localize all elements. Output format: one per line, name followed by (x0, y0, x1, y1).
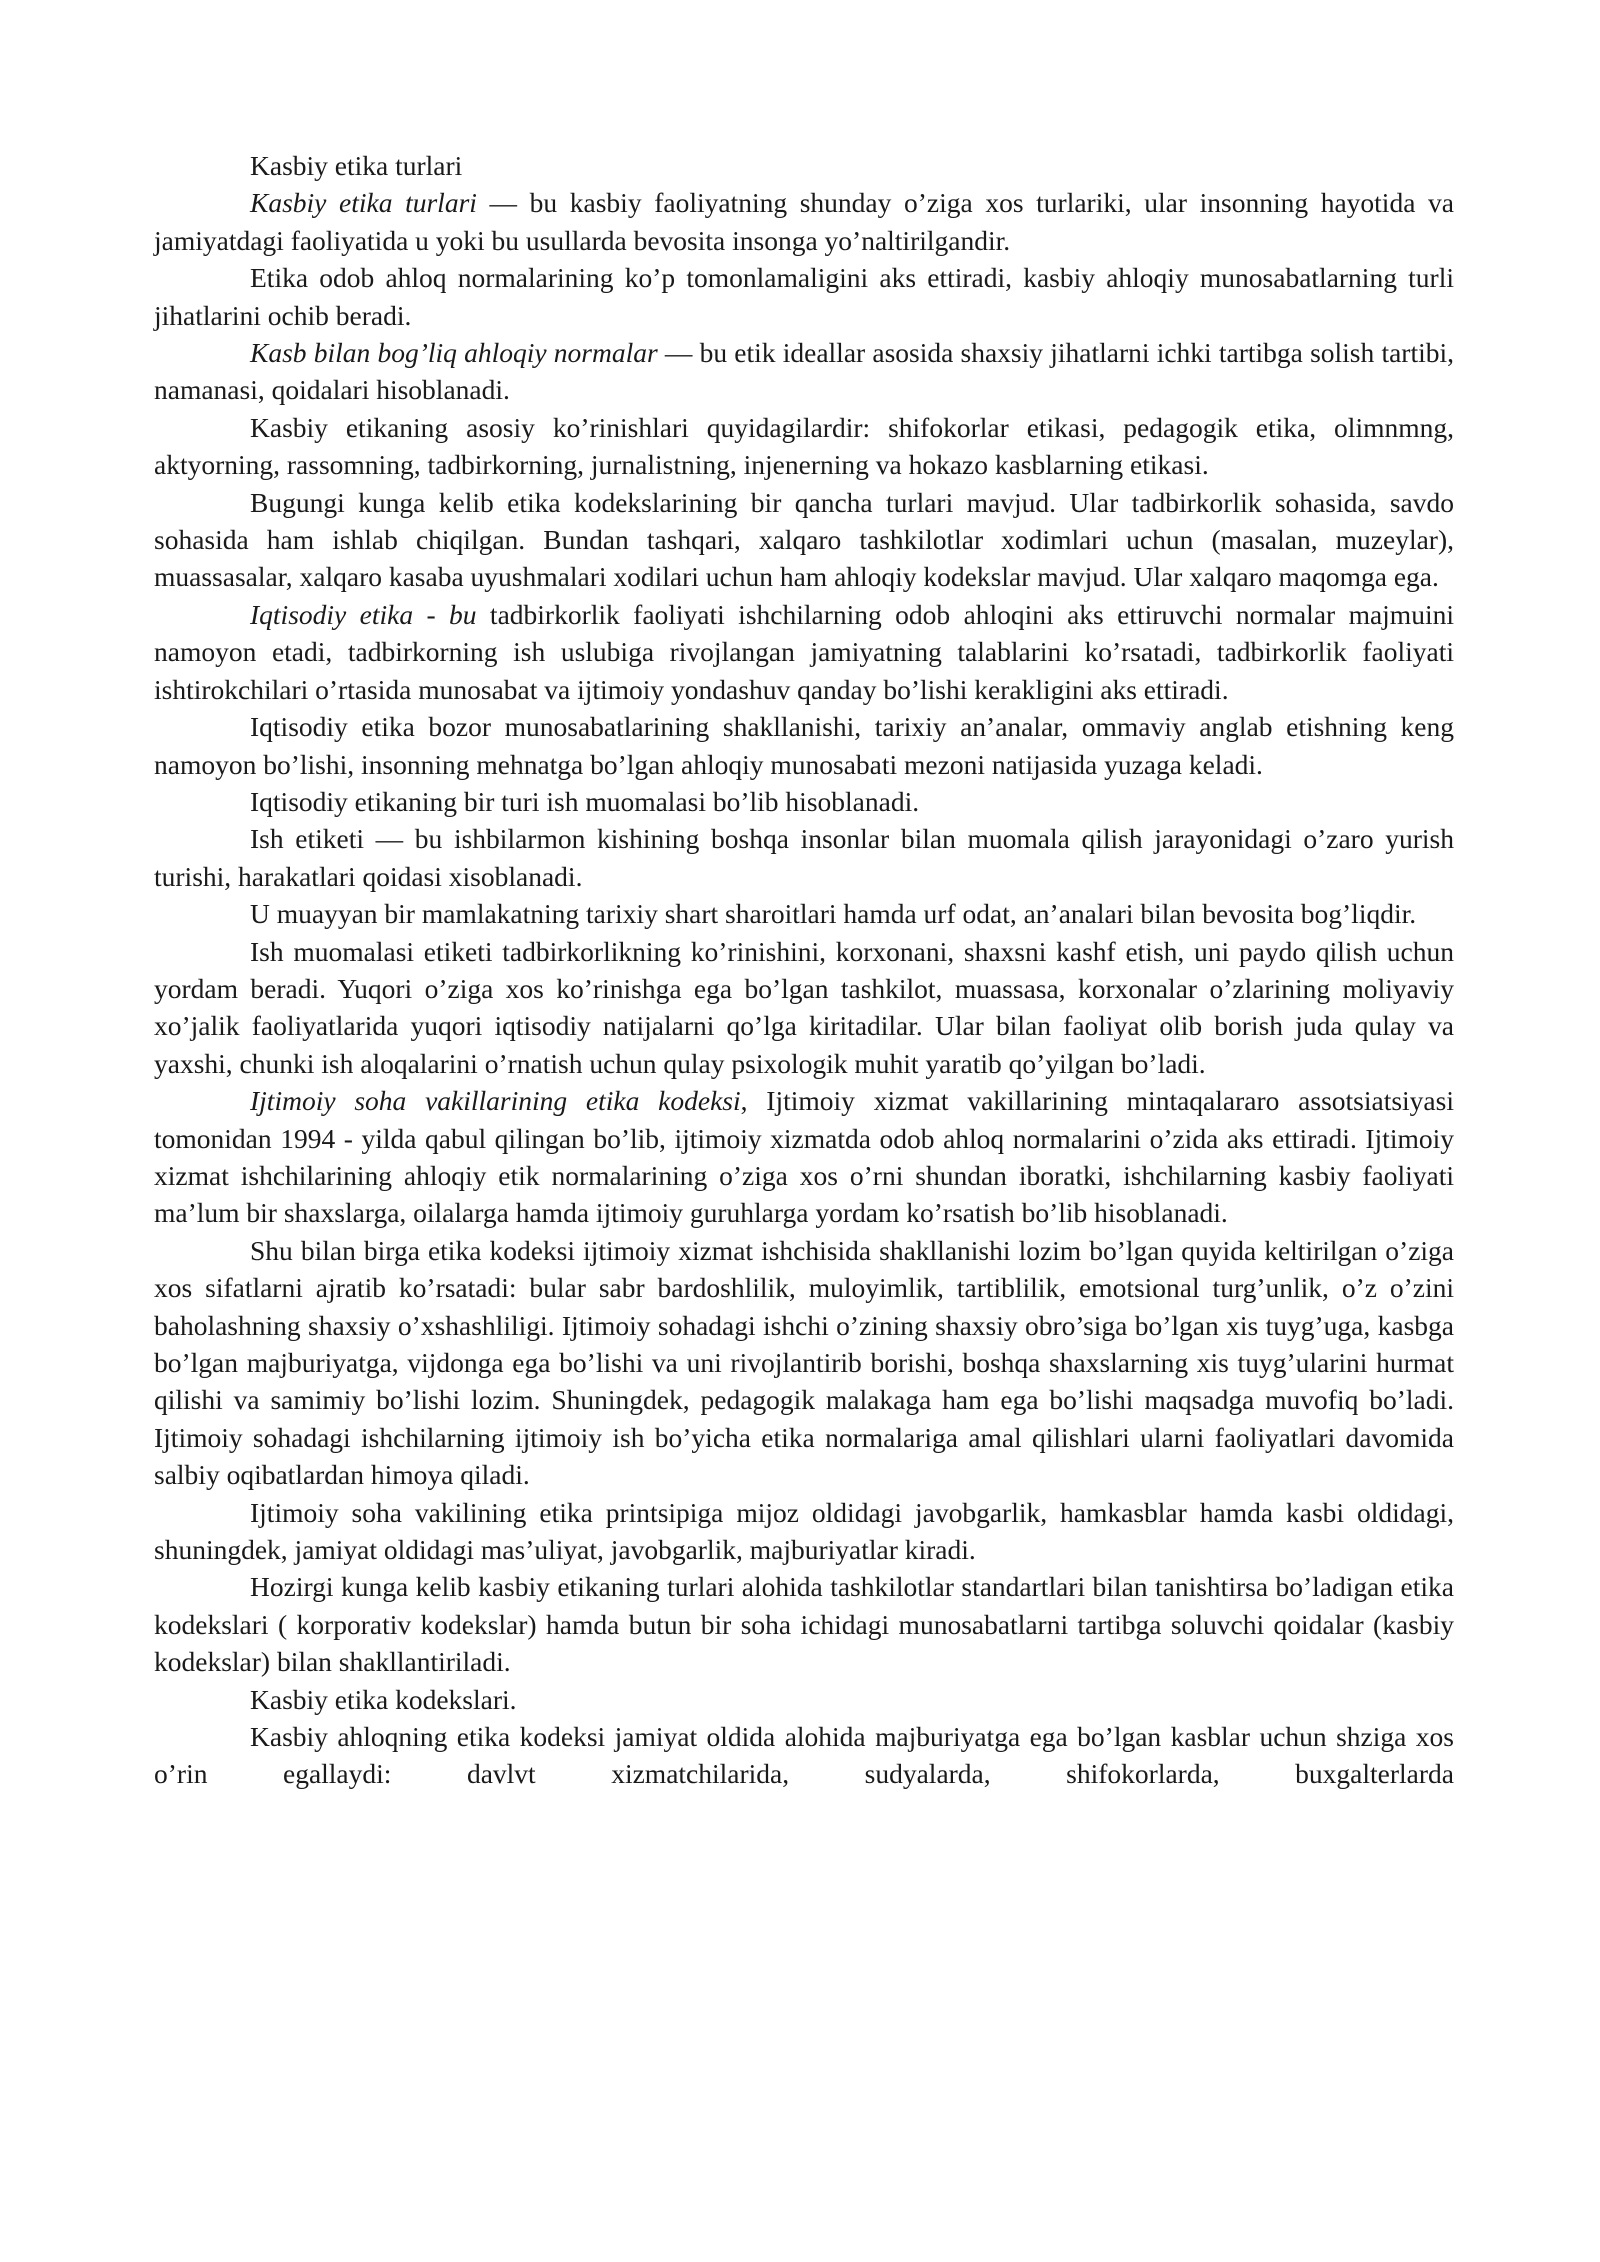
paragraph-4 (154, 334, 1454, 409)
paragraph-text: — bu kasbiy faoliyatning shunday o’ziga xos turlariki, ular insonning hayotida va jamiyatdagi faoliyatida u yoki bu usullarda bevosita insonga yo’naltirilgandir. (154, 187, 1454, 256)
paragraph-text: Ish etiketi — bu ishbilarmon kishining boshqa insonlar bilan muomala qilish jarayonidagi o’zaro yurish turishi, harakatlari qoidasi xisoblanadi. (154, 823, 1454, 892)
paragraph-text: Hozirgi kunga kelib kasbiy etikaning turlari alohida tashkilotlar standartlari bilan tanishtirsa bo’ladigan etika kodekslari ( korporativ kodekslar) hamda butun bir soha ichidagi munosabatlarni tartibga soluvchi qoidalar (kasbiy kodekslar) bilan shakllantiriladi. (154, 1571, 1454, 1678)
paragraph-18 (154, 1718, 1454, 1793)
paragraph-text: tadbirkorlik faoliyati ishchilarning odob ahloqini aks ettiruvchi normalar majmuini namoyon etadi, tadbirkorning ish uslubiga rivojlangan jamiyatning talablarini ko’rsatadi, tadbirkorlik faoliyati ishtirokchilari o’rtasida munosabat va ijtimoiy yondashuv qanday bo’lishi kerakligini aks ettiradi. (154, 598, 1454, 705)
paragraph-text: Etika odob ahloq normalarining ko’p tomonlamaligini aks ettiradi, kasbiy ahloqiy munosabatlarning turli jihatlarini ochib beradi. (154, 262, 1454, 331)
paragraph-15 (154, 1494, 1454, 1569)
paragraph-text: Kasbiy etika turlari (250, 150, 463, 181)
paragraph-3 (154, 259, 1454, 334)
paragraph-text: Ijtimoiy soha vakilining etika printsipiga mijoz oldidagi javobgarlik, hamkasblar hamda kasbi oldidagi, shuningdek, jamiyat oldidagi mas’uliyat, javobgarlik, majburiyatlar kiradi. (154, 1496, 1454, 1566)
paragraph-14 (154, 1232, 1454, 1494)
paragraph-text: Kasbiy etika kodekslari. (250, 1683, 517, 1715)
paragraph-text: Ish muomalasi etiketi tadbirkorlikning ko’rinishini, korxonani, shaxsni kashf etish, uni paydo qilish uchun yordam beradi. Yuqori o’ziga xos ko’rinishga ega bo’lgan tashkilot, muassasa, korxonalar o’zlarining moliyaviy xo’jalik faoliyatlarida yuqori iqtisodiy natijalarni qo’lga kiritadilar. Ular bilan faoliyat olib borish juda qulay va yaxshi, chunki ish aloqalarini o’rnatish uchun qulay psixologik muhit yaratib qo’yilgan bo’ladi. (154, 935, 1454, 1079)
paragraph-13 (154, 1082, 1454, 1232)
paragraph-text: — bu etik ideallar asosida shaxsiy jihatlarni ichki tartibga solish tartibi, namanasi, qoidalari hisoblanadi. (154, 337, 1455, 406)
paragraph-11 (154, 895, 1454, 932)
paragraph-text: Kasbiy etikaning asosiy ko’rinishlari quyidagilardir: shifokorlar etikasi, pedagogik etika, olimnmng, aktyorning, rassomning, tadbirkorning, jurnalistning, injenerning va hokazo kasblarning etikasi. (154, 411, 1454, 481)
paragraph-text: Bugungi kunga kelib etika kodekslarining bir qancha turlari mavjud. Ular tadbirkorlik sohasida, savdo sohasida ham ishlab chiqilgan. Bundan tashqari, xalqaro tashkilotlar xodimlari uchun (masalan, muzeylar), muassasalar, xalqaro kasaba uyushmalari xodilari uchun ham ahloqiy kodekslar mavjud. Ular xalqaro maqomga ega. (154, 486, 1454, 593)
paragraph-text: Iqtisodiy etika bozor munosabatlarining shakllanishi, tarixiy an’analar, ommaviy anglab etishning keng namoyon bo’lishi, insonning mehnatga bo’lgan ahloqiy munosabati mezoni natijasida yuzaga keladi. (154, 711, 1454, 780)
paragraph-lead: Ijtimoiy soha vakillarining etika kodeksi (250, 1085, 741, 1117)
paragraph-9 (154, 783, 1454, 820)
paragraph-6 (154, 484, 1454, 596)
paragraph-lead: Kasb bilan bog’liq ahloqiy normalar (250, 337, 658, 369)
paragraph-5 (154, 409, 1454, 484)
paragraph-16 (154, 1568, 1454, 1680)
paragraph-text: , Ijtimoiy xizmat vakillarining mintaqalararo assotsiatsiyasi tomonidan 1994 - yilda qabul qilingan bo’lib, ijtimoiy xizmatda odob ahloq normalarini o’zida aks ettiradi. Ijtimoiy xizmat ishchilarining ahloqiy etik normalarining o’ziga xos o’rni shundan iboratki, ishchilarning kasbiy faoliyati ma’lum bir shaxslarga, oilalarga hamda ijtimoiy guruhlarga yordam ko’rsatish bo’lib hisoblanadi. (154, 1085, 1454, 1229)
paragraph-text: Shu bilan birga etika kodeksi ijtimoiy xizmat ishchisida shakllanishi lozim bo’lgan quyida keltirilgan o’ziga xos sifatlarni ajratib ko’rsatadi: bular sabr bardoshlilik, muloyimlik, tartiblilik, emotsional turg’unlik, o’z o’zini baholashning shaxsiy o’xshashliligi. Ijtimoiy sohadagi ishchi o’zining shaxsiy obro’siga bo’lgan xis tuyg’uga, kasbga bo’lgan majburiyatga, vijdonga ega bo’lishi va uni rivojlantirib borishi, boshqa shaxslarning xis tuyg’ularini hurmat qilishi va samimiy bo’lishi lozim. Shuningdek, pedagogik malakaga ham ega bo’lishi maqsadga muvofiq bo’ladi. Ijtimoiy sohadagi ishchilarning ijtimoiy ish bo’yicha etika normalariga amal qilishlari ularni faoliyatlari davomida salbiy oqibatlardan himoya qiladi. (154, 1234, 1454, 1491)
paragraph-lead: Kasbiy etika turlari (250, 187, 477, 219)
paragraph-10 (154, 820, 1454, 895)
paragraph-text: U muayyan bir mamlakatning tarixiy shart sharoitlari hamda urf odat, an’analari bilan bevosita bog’liqdir. (250, 898, 1417, 930)
document-page (154, 147, 1454, 1793)
paragraph-1 (154, 147, 1454, 184)
paragraph-17 (154, 1681, 1454, 1718)
paragraph-7 (154, 596, 1454, 708)
paragraph-text: Iqtisodiy etikaning bir turi ish muomalasi bo’lib hisoblanadi. (250, 785, 920, 817)
paragraph-lead: Iqtisodiy etika - bu (250, 598, 477, 630)
paragraph-8 (154, 708, 1454, 783)
paragraph-text: Kasbiy ahloqning etika kodeksi jamiyat oldida alohida majburiyatga ega bo’lgan kasblar uchun shziga xos o’rin egallaydi: davlvt xizmatchilarida, sudyalarda, shifokorlarda, buxgalterlarda (154, 1721, 1454, 1790)
paragraph-12 (154, 933, 1454, 1083)
paragraph-2 (154, 184, 1454, 259)
